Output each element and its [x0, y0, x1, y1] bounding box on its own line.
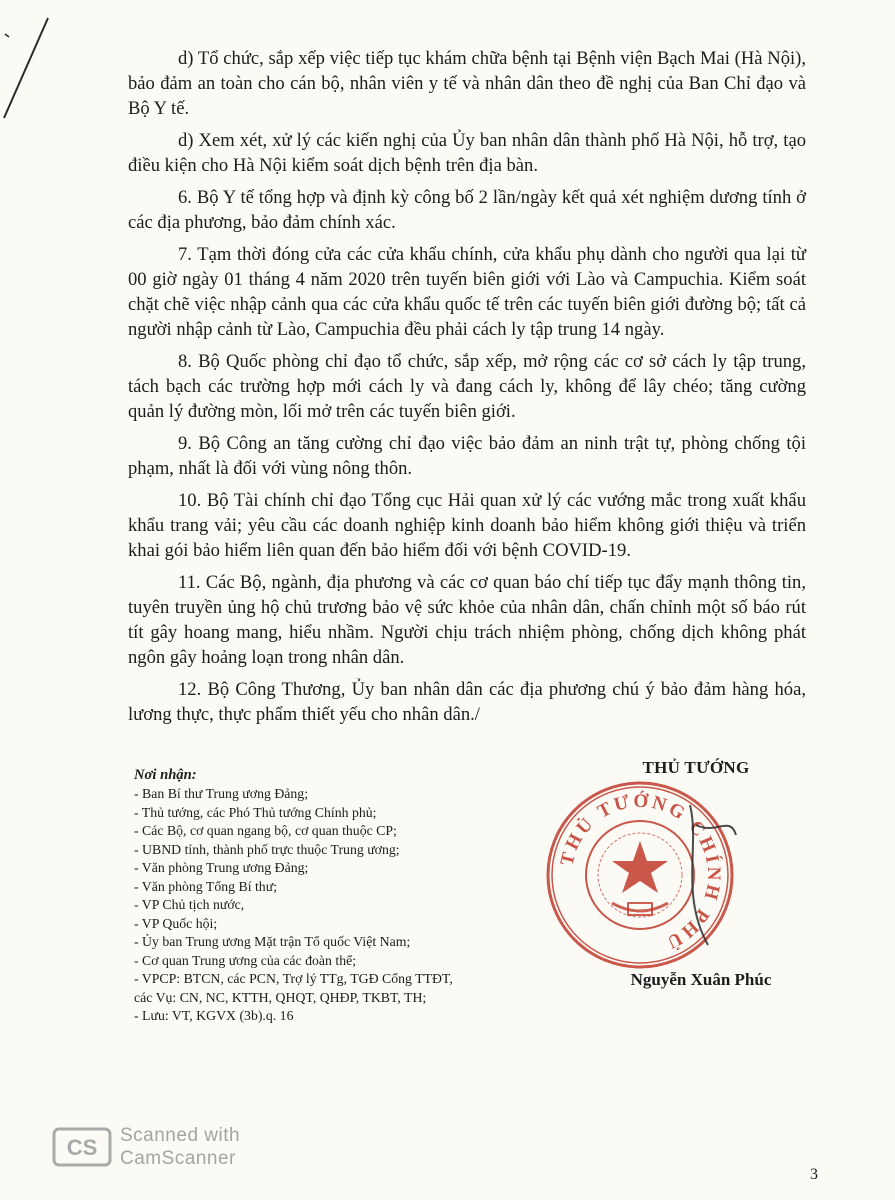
paragraph-11: 11. Các Bộ, ngành, địa phương và các cơ quan báo chí tiếp tục đẩy mạnh thông tin, tuyên truyền ủng hộ chủ trương bảo vệ sức khỏe của nhân dân, chấn chỉnh một số báo rút tít gây hoang mang, hiểu nhầm. Người chịu trách nhiệm phòng, chống dịch không phát ngôn gây hoảng loạn trong nhân dân. — [128, 572, 806, 668]
watermark-line-2: CamScanner — [120, 1148, 236, 1169]
recipient-item: - Các Bộ, cơ quan ngang bộ, cơ quan thuộc CP; — [134, 823, 397, 838]
paragraph-7: 7. Tạm thời đóng cửa các cửa khẩu chính, cửa khẩu phụ dành cho người qua lại từ 00 giờ ngày 01 tháng 4 năm 2020 trên tuyến biên giới với Lào và Campuchia. Kiểm soát chặt chẽ việc nhập cảnh qua các cửa khẩu quốc tế trên các tuyến biên giới đường bộ; tất cả người nhập cảnh từ Lào, Campuchia đều phải cách ly tập trung 14 ngày. — [128, 244, 806, 340]
page-number: 3 — [810, 1166, 818, 1183]
recipients-block — [134, 766, 574, 1026]
recipient-item: các Vụ: CN, NC, KTTH, QHQT, QHĐP, TKBT, TH; — [134, 989, 427, 1005]
recipient-item: - Lưu: VT, KGVX (3b).q. 16 — [134, 1008, 294, 1023]
official-seal-icon — [540, 775, 740, 975]
paragraph-6: 6. Bộ Y tế tổng hợp và định kỳ công bố 2 lần/ngày kết quả xét nghiệm dương tính ở các địa phương, bảo đảm chính xác. — [128, 187, 806, 233]
watermark-line-1: Scanned with — [120, 1125, 241, 1146]
recipient-item: - VPCP: BTCN, các PCN, Trợ lý TTg, TGĐ Cổng TTĐT, — [134, 971, 453, 986]
recipient-item: - UBND tỉnh, thành phố trực thuộc Trung ương; — [134, 841, 400, 857]
paragraph-d-bach-mai: d) Tổ chức, sắp xếp việc tiếp tục khám chữa bệnh tại Bệnh viện Bạch Mai (Hà Nội), bảo đảm an toàn cho cán bộ, nhân viên y tế và nhân dân theo đề nghị của Ban Chỉ đạo và Bộ Y tế. — [128, 48, 806, 119]
recipient-item: - VP Quốc hội; — [134, 915, 218, 931]
paragraph-10: 10. Bộ Tài chính chỉ đạo Tổng cục Hải quan xử lý các vướng mắc trong xuất khẩu khẩu trang vải; yêu cầu các doanh nghiệp kinh doanh bảo hiểm không giới thiệu và triển khai gói bảo hiểm liên quan đến bảo hiểm đối với bệnh COVID-19. — [128, 490, 806, 561]
recipient-item: - Văn phòng Tổng Bí thư; — [134, 878, 278, 894]
recipient-item: - Ủy ban Trung ương Mặt trận Tổ quốc Việt Nam; — [134, 934, 411, 949]
recipient-item: - VP Chủ tịch nước, — [134, 897, 245, 912]
paragraph-12: 12. Bộ Công Thương, Ủy ban nhân dân các địa phương chú ý bảo đảm hàng hóa, lương thực, thực phẩm thiết yếu cho nhân dân./ — [128, 679, 806, 725]
paragraph-8: 8. Bộ Quốc phòng chỉ đạo tổ chức, sắp xếp, mở rộng các cơ sở cách ly tập trung, tách bạch các trường hợp mới cách ly và đang cách ly, không để lây chéo; tăng cường quản lý đường mòn, lối mở trên các tuyến biên giới. — [128, 351, 806, 422]
recipient-item: - Cơ quan Trung ương của các đoàn thể; — [134, 952, 357, 968]
scanner-watermark — [120, 1124, 240, 1170]
recipient-item: - Văn phòng Trung ương Đảng; — [134, 860, 309, 875]
recipient-item: - Ban Bí thư Trung ương Đảng; — [134, 786, 309, 801]
paragraph-d-ha-noi: d) Xem xét, xử lý các kiến nghị của Ủy ban nhân dân thành phố Hà Nội, hỗ trợ, tạo điều kiện cho Hà Nội kiểm soát dịch bệnh trên địa bàn. — [128, 130, 806, 176]
camscanner-logo-icon — [52, 1127, 112, 1167]
svg-text:THỦ TƯỚNG CHÍNH PHỦ: THỦ TƯỚNG CHÍNH PHỦ — [556, 790, 725, 954]
svg-text:CS: CS — [66, 1135, 98, 1160]
recipient-item: - Thủ tướng, các Phó Thủ tướng Chính phủ; — [134, 804, 377, 820]
recipients-heading: Nơi nhận: — [134, 767, 197, 783]
document-body — [128, 46, 806, 734]
margin-pen-mark — [0, 0, 60, 130]
signer-name: Nguyễn Xuân Phúc — [630, 970, 772, 989]
recipients-list — [134, 785, 574, 1026]
paragraph-9: 9. Bộ Công an tăng cường chỉ đạo việc bảo đảm an ninh trật tự, phòng chống tội phạm, nhất là đối với vùng nông thôn. — [128, 433, 806, 479]
signer-title: THỦ TƯỚNG — [642, 758, 750, 777]
